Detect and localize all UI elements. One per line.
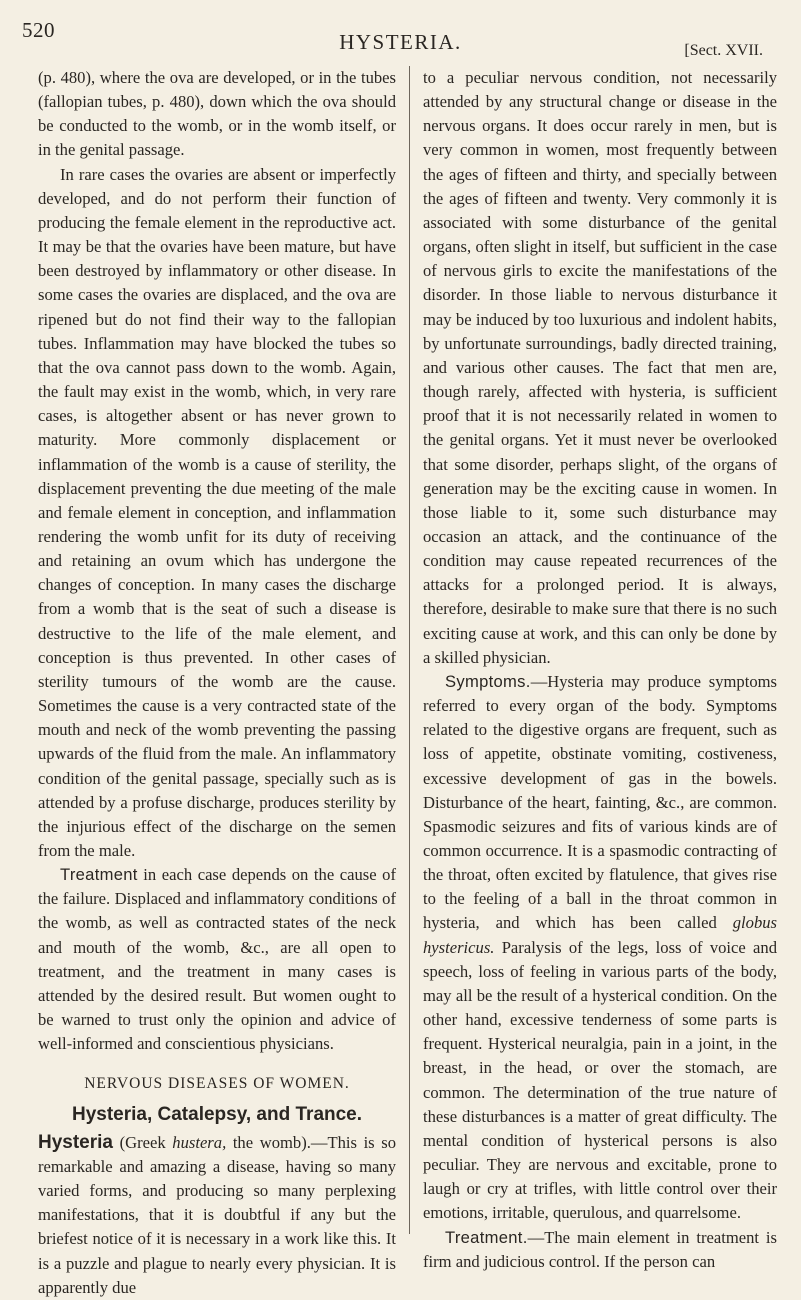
latin-term: globus hystericus. — [423, 913, 777, 957]
paragraph-lead: Treatment — [60, 865, 138, 885]
paragraph: (p. 480), where the ova are developed, or in the tubes (fallopian tubes, p. 480), down which the ova should be conducted to the womb, or in the womb itself, or in the genital passage. — [38, 68, 396, 160]
section-reference: [Sect. XVII. — [684, 42, 763, 59]
paragraph-text: (Greek — [113, 1132, 173, 1152]
paragraph — [423, 1226, 777, 1274]
paragraph-text: the womb).—This is so remarkable and amazing a disease, having so many varied forms, and producing so many perplexing manifestations, that it is doubtful if any but the briefest notice of it is necessary in a work like this. It is a puzzle and plague to nearly every physician. It is apparently due — [38, 1132, 396, 1297]
paragraph-lead: Treatment. — [445, 1227, 528, 1247]
paragraph: to a peculiar nervous condition, not necessarily attended by any structural change or disease in the nervous organs. It does occur rarely in men, but is very common in women, most frequently between the ages of fifteen and thirty, and specially between the ages of fifteen and twenty. Very commonly it is associated with some disturbance of the genital organs, often slight in itself, but sufficient in the case of nervous girls to excite the manifestations of the disorder. In those liable to nervous disturbance it may be induced by too luxurious and indolent habits, by unfortunate surroundings, badly directed training, and various other causes. The fact that men are, though rarely, affected with hysteria, is sufficient proof that it is not necessarily related in women to the genital organs. Yet it must never be overlooked that some disorder, perhaps slight, of the organs of generation may be the exciting cause in women. In those liable to it, some such disturbance may occasion an attack, and the continuance of the condition may cause repeated recurrences of the attacks for a prolonged period. It is always, therefore, desirable to make sure that there is no such exciting cause at work, and this can only be done by a skilled physician. — [423, 68, 777, 667]
paragraph-text: —The main element in treatment is firm and judicious control. If the person can — [423, 1227, 777, 1271]
right-column — [423, 66, 777, 1271]
paragraph — [38, 1131, 396, 1300]
paragraph-lead: Hysteria — [38, 1131, 113, 1153]
column-divider — [409, 66, 410, 1234]
paragraph-text: —Hysteria may produce symptoms referred to every organ of the body. Symptoms related to the digestive organs are frequent, such as loss of appetite, obstinate vomiting, costiveness, excessive development of gas in the bowels. Disturbance of the heart, fainting, &c., are common. Spasmodic seizures and fits of various kinds are of common occurrence. It is a spasmodic contracting of the throat, often excited by flatulence, that gives rise to the feeling of a ball in the throat common in hysteria, and which has been called — [423, 671, 777, 933]
greek-term: hustera, — [172, 1132, 227, 1152]
left-column — [38, 66, 396, 1297]
subheading: Hysteria, Catalepsy, and Trance. — [71, 1103, 363, 1125]
paragraph — [38, 863, 396, 1056]
paragraph-text: in each case depends on the cause of the failure. Displaced and inflammatory conditions of the womb, as well as contracted states of the neck and mouth of the womb, &c., are all open to treatment, and the treatment in many cases is attended by the desired result. But women ought to be warned to trust only the opinion and advice of well-informed and conscientious physicians. — [38, 865, 396, 1054]
paragraph — [423, 670, 777, 1226]
paragraph: In rare cases the ovaries are absent or imperfectly developed, and do not perform their function of producing the female element in the reproductive act. It may be that the ovaries have been mature, but have been destroyed by inflammatory or other disease. In some cases the ovaries are displaced, and the ova are ripened but do not find their way to the fallopian tubes. Inflammation may have blocked the tubes so that the ova cannot pass down to the womb. Again, the fault may exist in the womb, which, in very rare cases, is altogether absent or has never grown to maturity. More commonly displacement or inflammation of the womb is a cause of sterility, the displacement preventing the due meeting of the male and female element in conception, and inflammation rendering the womb unfit for its duty of receiving and retaining an ovum which has undergone the changes of conception. In many cases the discharge from a womb that is the seat of such a disease is destructive to the life of the male element, and conception is thus prevented. In other cases of sterility tumours of the womb are the cause. Sometimes the cause is a very contracted state of the mouth and neck of the womb preventing the passing upwards of the fluid from the male. An inflammatory condition of the genital passage, specially such as is attended by a profuse discharge, produces sterility by the injurious effect of the discharge on the semen from the male. — [38, 164, 396, 860]
running-title: HYSTERIA. — [339, 30, 462, 54]
section-heading: NERVOUS DISEASES OF WOMEN. — [84, 1075, 350, 1093]
paragraph-lead: Symptoms. — [445, 671, 531, 691]
page-number: 520 — [22, 18, 55, 42]
paragraph-text: Paralysis of the legs, loss of voice and speech, loss of feeling in various parts of the body, may all be the result of a hysterical condition. On the other hand, excessive tenderness of some parts is frequent. Hysterical neuralgia, pain in a joint, in the breast, in the head, or over the stomach, are common. The determination of the true nature of these disturbances is a matter of great difficulty. The mental condition of hysterical persons is also peculiar. They are nervous and excitable, prone to laugh or cry at trifles, with little control over their emotions, irritable, querulous, and quarrelsome. — [423, 937, 777, 1223]
